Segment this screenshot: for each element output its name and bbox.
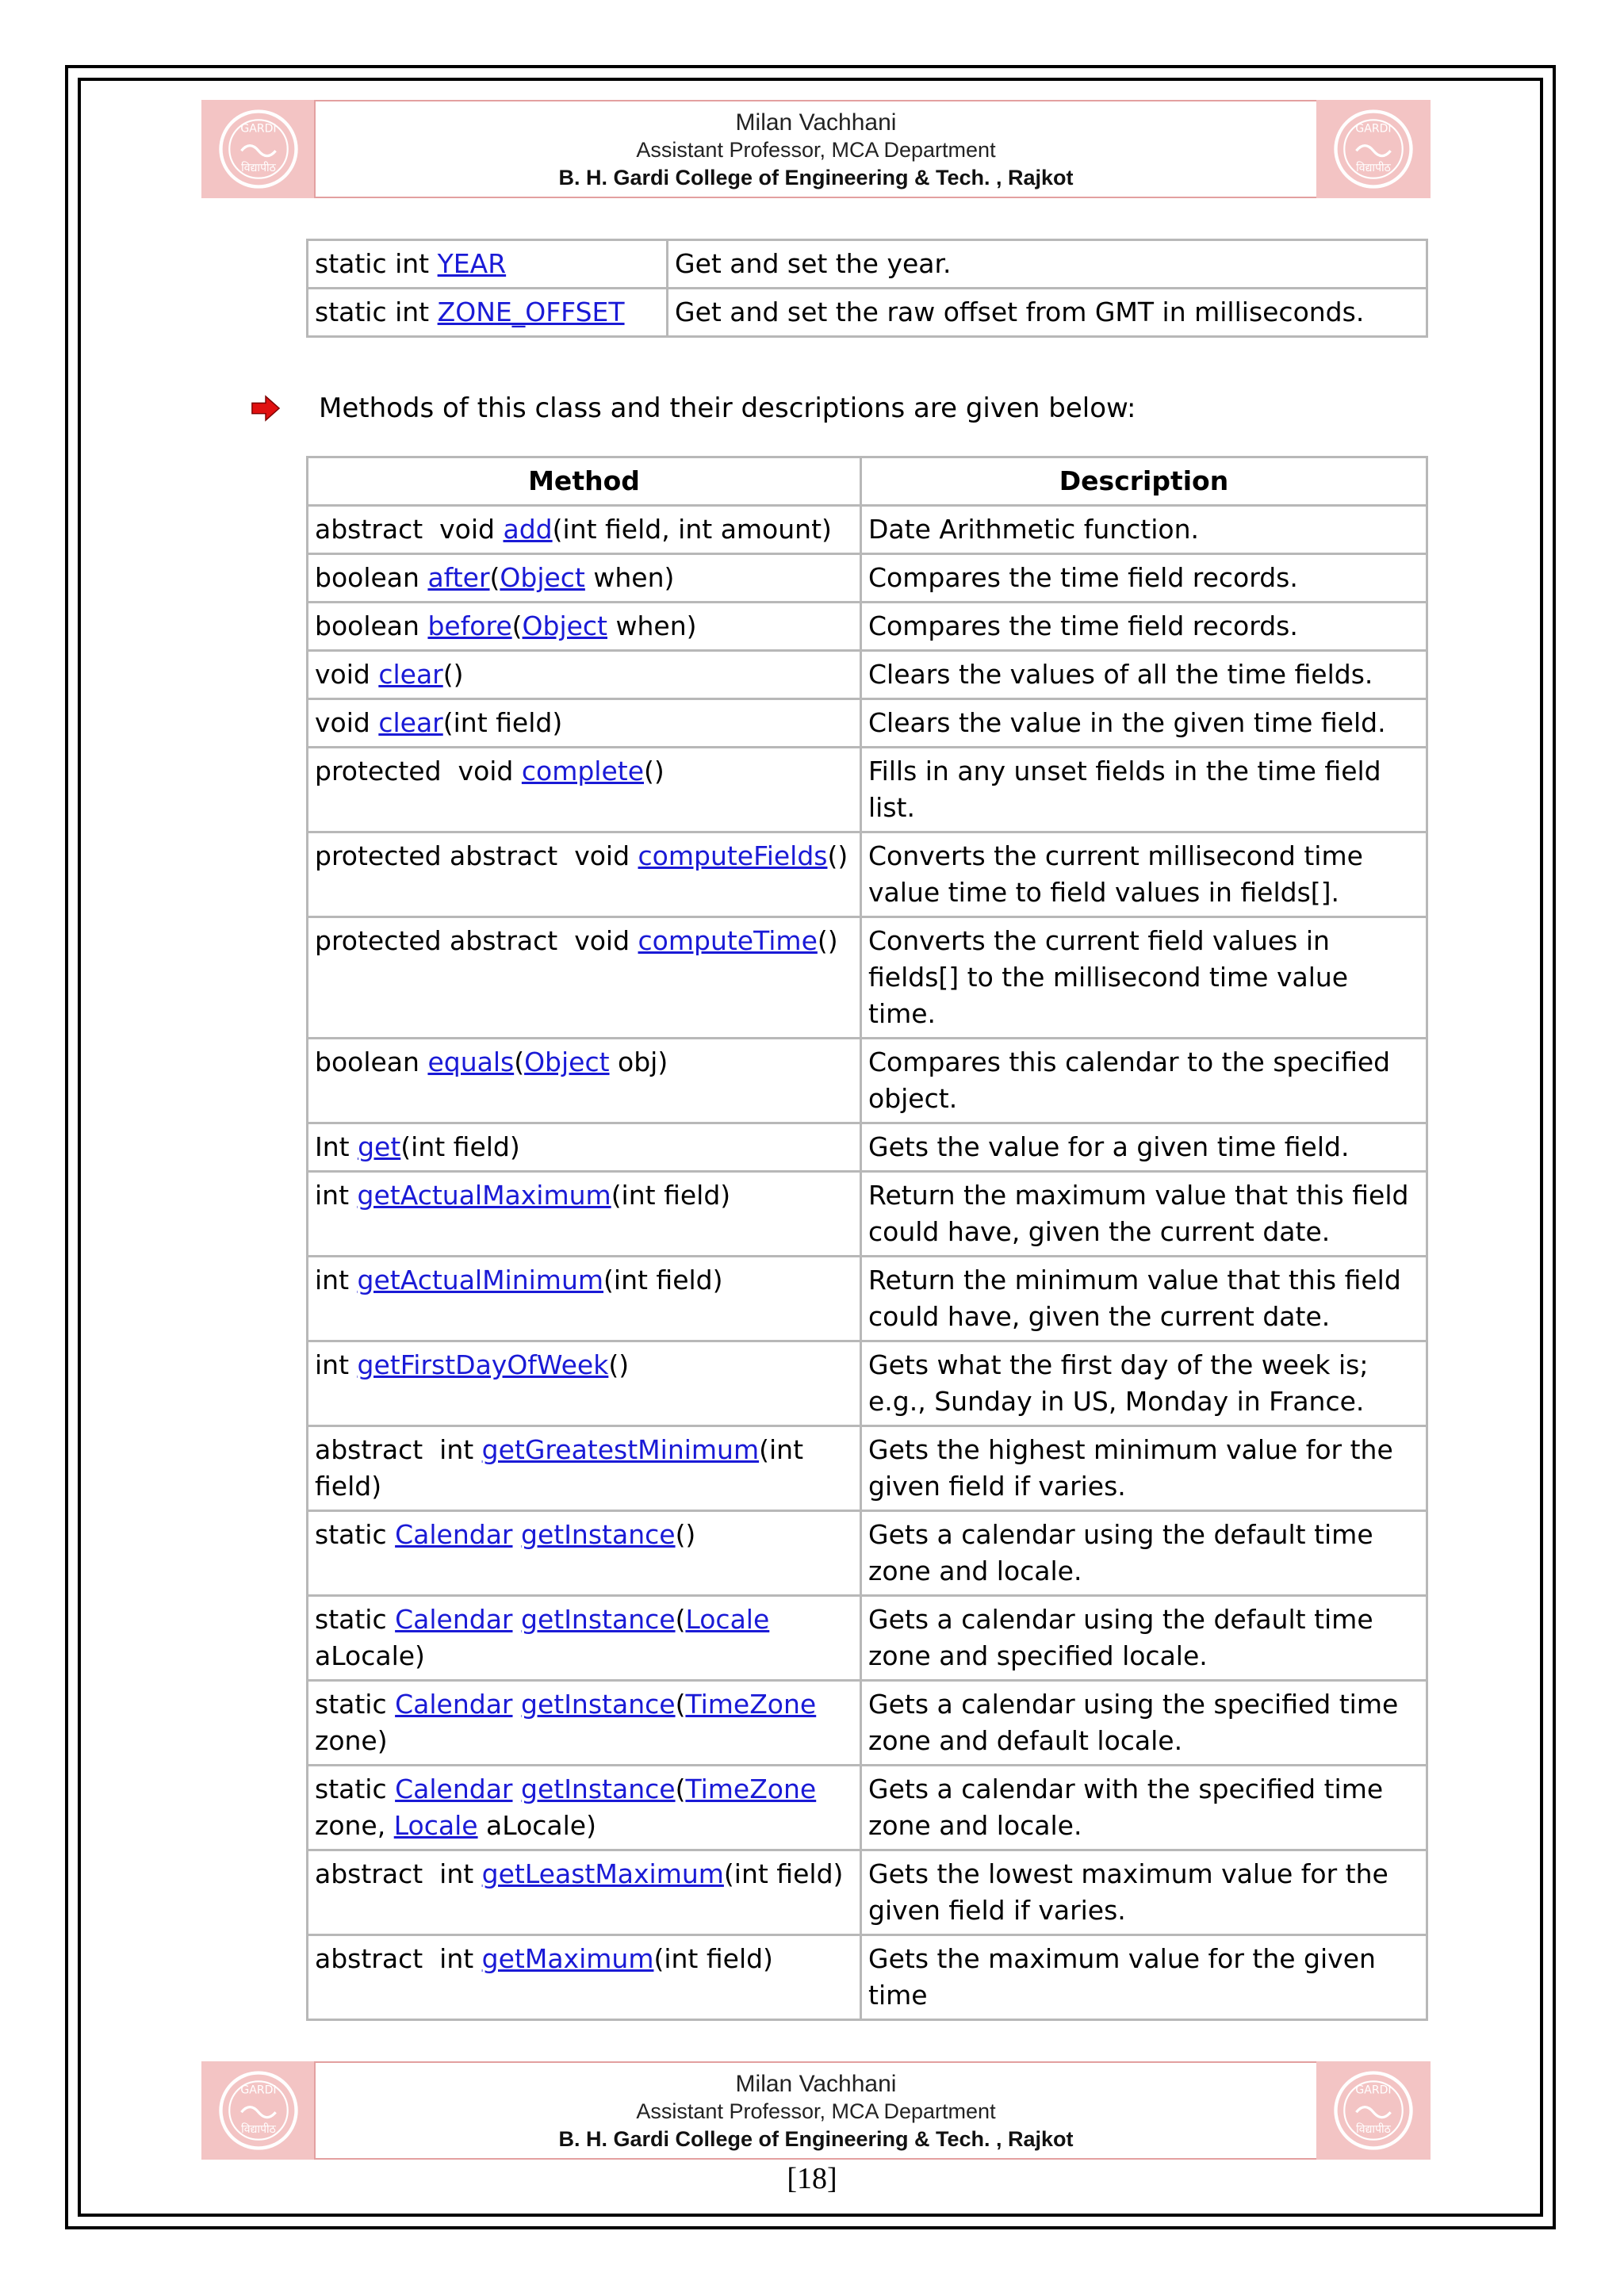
method-signature-text: ( [675, 1604, 686, 1635]
method-row [308, 1123, 1427, 1172]
method-link[interactable]: getInstance [521, 1689, 676, 1720]
method-signature-text [513, 1604, 522, 1635]
method-signature-text: (int field) [442, 707, 563, 738]
header-author-name: Milan Vachhani [735, 109, 897, 136]
method-signature-text: static [315, 1774, 396, 1804]
method-signature-text: abstract int [315, 1434, 482, 1465]
field-description-cell: Get and set the year. [668, 240, 1427, 289]
method-link[interactable]: computeTime [638, 925, 818, 956]
method-row [308, 1341, 1427, 1426]
method-signature-text: abstract void [315, 514, 504, 545]
gardi-logo-icon [216, 106, 301, 192]
method-signature-text: obj) [609, 1047, 668, 1077]
method-link[interactable]: Calendar [395, 1604, 513, 1635]
method-link[interactable]: Object [522, 610, 607, 641]
gardi-logo-icon [1331, 2068, 1416, 2153]
method-signature-text: () [608, 1349, 630, 1380]
method-row [308, 1172, 1427, 1257]
method-description-cell: Converts the current field values in fields[] to the millisecond time value time. [861, 917, 1427, 1039]
method-link[interactable]: computeFields [638, 840, 828, 871]
method-description-cell: Gets the maximum value for the given time [861, 1935, 1427, 2020]
college-logo-right [1316, 100, 1431, 198]
method-signature-cell [308, 1596, 861, 1681]
method-description-cell: Gets the highest minimum value for the given field if varies. [861, 1426, 1427, 1511]
method-link[interactable]: TimeZone [685, 1689, 817, 1720]
method-signature-text: zone, [315, 1774, 825, 1841]
method-description-cell: Clears the values of all the time fields. [861, 651, 1427, 699]
method-signature-text: (int field) [315, 1434, 812, 1502]
method-signature-text: protected void [315, 756, 522, 786]
method-signature-cell [308, 1850, 861, 1935]
method-signature-text: () [817, 925, 838, 956]
method-link[interactable]: Locale [685, 1604, 770, 1635]
method-signature-cell [308, 506, 861, 554]
svg-text:विद्यापीठ: विद्यापीठ [241, 162, 276, 175]
gardi-logo-icon [1331, 106, 1416, 192]
method-signature-text: ( [675, 1689, 686, 1720]
method-signature-cell [308, 554, 861, 603]
field-type: static int [315, 248, 438, 279]
method-signature-text: static [315, 1519, 396, 1550]
field-name-link[interactable]: YEAR [437, 248, 507, 279]
method-description-cell: Date Arithmetic function. [861, 506, 1427, 554]
method-signature-text: boolean [315, 562, 428, 593]
method-signature-text: (int field) [611, 1180, 731, 1211]
method-link[interactable]: getActualMaximum [357, 1180, 611, 1211]
method-row [308, 699, 1427, 748]
college-logo-left [201, 100, 316, 198]
method-link[interactable]: getInstance [521, 1604, 676, 1635]
method-signature-text: () [442, 659, 464, 690]
method-signature-text: () [644, 756, 665, 786]
method-link[interactable]: getActualMinimum [357, 1265, 604, 1295]
method-signature-text: (int field) [653, 1943, 773, 1974]
method-signature-text: abstract int [315, 1943, 482, 1974]
svg-text:विद्यापीठ: विद्यापीठ [1356, 2123, 1391, 2137]
method-link[interactable]: Calendar [395, 1689, 513, 1720]
method-signature-text: int [315, 1180, 358, 1211]
method-signature-text: (int field) [603, 1265, 723, 1295]
method-description-cell: Return the minimum value that this field could have, given the current date. [861, 1257, 1427, 1341]
header-banner [201, 100, 1431, 198]
method-description-cell: Fills in any unset fields in the time field list. [861, 748, 1427, 832]
method-row [308, 1039, 1427, 1123]
method-row [308, 1766, 1427, 1850]
page-number: [18] [787, 2162, 837, 2195]
method-link[interactable]: getMaximum [481, 1943, 654, 1974]
method-signature-text: int [315, 1349, 358, 1380]
method-row [308, 832, 1427, 917]
method-row [308, 554, 1427, 603]
method-link[interactable]: clear [378, 659, 443, 690]
methods-table [306, 456, 1428, 2021]
method-signature-text: static [315, 1604, 396, 1635]
svg-text:GARDI: GARDI [1355, 122, 1392, 136]
method-row [308, 506, 1427, 554]
method-signature-cell [308, 1511, 861, 1596]
method-row [308, 1681, 1427, 1766]
method-link[interactable]: after [427, 562, 490, 593]
method-signature-cell [308, 1681, 861, 1766]
svg-text:GARDI: GARDI [1355, 2084, 1392, 2097]
svg-text:विद्यापीठ: विद्यापीठ [241, 2123, 276, 2137]
method-signature-text: protected abstract void [315, 840, 638, 871]
method-signature-cell [308, 651, 861, 699]
header-author-title: Assistant Professor, MCA Department [636, 138, 996, 162]
method-description-cell: Gets a calendar with the specified time zone and locale. [861, 1766, 1427, 1850]
footer-banner [201, 2061, 1431, 2160]
method-signature-text: boolean [315, 610, 428, 641]
method-signature-text: zone) [315, 1689, 825, 1756]
method-link[interactable]: getLeastMaximum [481, 1858, 724, 1889]
method-description-cell: Gets the lowest maximum value for the given field if varies. [861, 1850, 1427, 1935]
method-signature-cell [308, 1257, 861, 1341]
method-signature-cell [308, 917, 861, 1039]
method-link[interactable]: Locale [393, 1810, 478, 1841]
method-link[interactable]: before [427, 610, 512, 641]
svg-text:GARDI: GARDI [240, 122, 277, 136]
field-row [308, 240, 1427, 289]
method-signature-text: static [315, 1689, 396, 1720]
method-signature-text: protected abstract void [315, 925, 638, 956]
method-link[interactable]: Object [500, 562, 585, 593]
method-row [308, 917, 1427, 1039]
method-row [308, 651, 1427, 699]
method-link[interactable]: get [358, 1131, 401, 1162]
method-signature-text: when) [584, 562, 675, 593]
method-description-cell: Gets the value for a given time field. [861, 1123, 1427, 1172]
method-signature-text: (int field) [400, 1131, 520, 1162]
method-signature-cell [308, 1039, 861, 1123]
method-description-cell: Compares the time field records. [861, 554, 1427, 603]
method-link[interactable]: Calendar [395, 1774, 513, 1804]
method-signature-text: aLocale) [315, 1604, 778, 1671]
methods-table-header-row [308, 457, 1427, 506]
method-signature-text: boolean [315, 1047, 428, 1077]
svg-text:विद्यापीठ: विद्यापीठ [1356, 162, 1391, 175]
field-name-link[interactable]: ZONE_OFFSET [437, 297, 625, 327]
method-signature-text: abstract int [315, 1858, 482, 1889]
method-description-cell: Compares the time field records. [861, 603, 1427, 651]
method-row [308, 1935, 1427, 2020]
header-text-box [314, 100, 1318, 198]
method-signature-text: (int field) [723, 1858, 844, 1889]
method-signature-text: () [675, 1519, 696, 1550]
method-signature-cell [308, 1935, 861, 2020]
method-description-cell: Gets a calendar using the default time zone and specified locale. [861, 1596, 1427, 1681]
method-signature-cell [308, 1426, 861, 1511]
footer-author-title: Assistant Professor, MCA Department [636, 2099, 996, 2123]
college-logo-left [201, 2061, 316, 2160]
method-signature-text: void [315, 659, 379, 690]
fields-table [306, 239, 1428, 338]
method-signature-text [513, 1519, 522, 1550]
header-college-name: B. H. Gardi College of Engineering & Tech. , Rajkot [558, 166, 1074, 189]
method-link[interactable]: getGreatestMinimum [481, 1434, 760, 1465]
method-signature-cell [308, 699, 861, 748]
footer-author-name: Milan Vachhani [735, 2071, 897, 2097]
method-description-cell: Return the maximum value that this field could have, given the current date. [861, 1172, 1427, 1257]
method-row [308, 1257, 1427, 1341]
method-link[interactable]: TimeZone [685, 1774, 817, 1804]
svg-text:GARDI: GARDI [240, 2084, 277, 2097]
method-signature-text: ( [514, 1047, 525, 1077]
method-signature-text [513, 1689, 522, 1720]
method-signature-text: aLocale) [477, 1810, 596, 1841]
method-signature-cell [308, 832, 861, 917]
college-logo-right [1316, 2061, 1431, 2160]
method-signature-cell [308, 1123, 861, 1172]
method-signature-text: (int field, int amount) [552, 514, 832, 545]
footer-text-box [314, 2061, 1318, 2160]
method-description-cell: Gets a calendar using the specified time zone and default locale. [861, 1681, 1427, 1766]
method-link[interactable]: getInstance [521, 1774, 676, 1804]
arrow-bullet-icon [251, 393, 281, 423]
field-name-cell [308, 289, 668, 337]
method-row [308, 603, 1427, 651]
method-signature-cell [308, 1766, 861, 1850]
method-row [308, 1426, 1427, 1511]
method-signature-text: void [315, 707, 379, 738]
method-link[interactable]: getFirstDayOfWeek [357, 1349, 609, 1380]
method-row [308, 1596, 1427, 1681]
method-link[interactable]: complete [521, 756, 644, 786]
footer-college-name: B. H. Gardi College of Engineering & Tech. , Rajkot [558, 2127, 1074, 2151]
methods-intro-text: Methods of this class and their descriptions are given below: [319, 392, 1136, 424]
method-signature-text: () [827, 840, 848, 871]
method-signature-cell [308, 1341, 861, 1426]
method-signature-cell [308, 1172, 861, 1257]
gardi-logo-icon [216, 2068, 301, 2153]
method-link[interactable]: Object [524, 1047, 610, 1077]
method-link[interactable]: Calendar [395, 1519, 513, 1550]
method-signature-text: Int [315, 1131, 358, 1162]
method-description-cell: Gets a calendar using the default time zone and locale. [861, 1511, 1427, 1596]
description-column-header: Description [861, 457, 1427, 506]
method-signature-text: int [315, 1265, 358, 1295]
field-type: static int [315, 297, 438, 327]
method-row [308, 748, 1427, 832]
method-link[interactable]: getInstance [521, 1519, 676, 1550]
method-row [308, 1850, 1427, 1935]
method-row [308, 1511, 1427, 1596]
method-description-cell: Gets what the first day of the week is; e.g., Sunday in US, Monday in France. [861, 1341, 1427, 1426]
field-row [308, 289, 1427, 337]
method-link[interactable]: clear [378, 707, 443, 738]
method-column-header: Method [308, 457, 861, 506]
method-signature-text: ( [675, 1774, 686, 1804]
method-signature-cell [308, 748, 861, 832]
method-description-cell: Clears the value in the given time field. [861, 699, 1427, 748]
method-signature-text: ( [511, 610, 523, 641]
method-signature-cell [308, 603, 861, 651]
method-link[interactable]: add [503, 514, 553, 545]
method-description-cell: Converts the current millisecond time value time to field values in fields[]. [861, 832, 1427, 917]
method-signature-text [513, 1774, 522, 1804]
method-description-cell: Compares this calendar to the specified object. [861, 1039, 1427, 1123]
methods-intro [251, 388, 1136, 428]
field-name-cell [308, 240, 668, 289]
method-signature-text: when) [607, 610, 697, 641]
method-link[interactable]: equals [427, 1047, 515, 1077]
method-signature-text: ( [489, 562, 500, 593]
field-description-cell: Get and set the raw offset from GMT in milliseconds. [668, 289, 1427, 337]
